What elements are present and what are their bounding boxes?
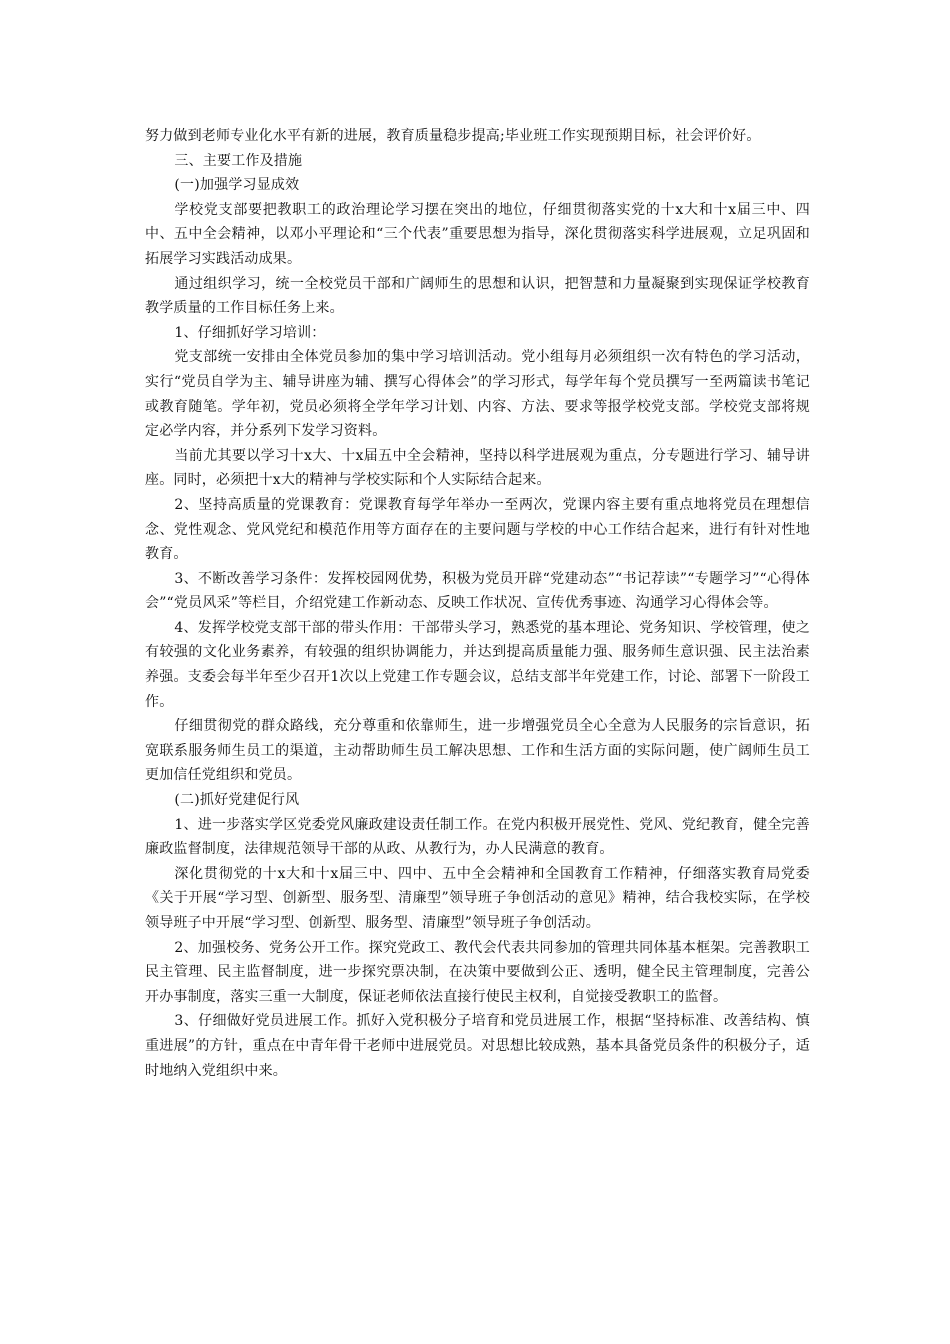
paragraph-14: 1、进一步落实学区党委党风廉政建设责任制工作。在党内积极开展党性、党风、党纪教育，健全完善廉政监督制度，法律规范领导干部的从政、从教行为，办人民满意的教育。	[145, 816, 810, 858]
paragraph-1: 努力做到老师专业化水平有新的进展，教育质量稳步提高;毕业班工作实现预期目标，社会评价好。	[145, 128, 761, 144]
paragraph-4: 学校党支部要把教职工的政治理论学习摆在突出的地位，仔细贯彻落实党的十x大和十x届三中、四中、五中全会精神，以邓小平理论和“三个代表”重要思想为指导，深化贯彻落实科学进展观，立足巩固和拓展学习实践活动成果。	[145, 201, 810, 267]
paragraph-16: 2、加强校务、党务公开工作。探究党政工、教代会代表共同参加的管理共同体基本框架。完善教职工民主管理、民主监督制度，进一步探究票决制，在决策中要做到公正、透明，健全民主管理制度，完善公开办事制度，落实三重一大制度，保证老师依法直接行使民主权利，自觉接受教职工的监督。	[145, 939, 810, 1005]
item-heading-training: 1、仔细抓好学习培训：	[174, 324, 326, 341]
paragraph-10: 3、不断改善学习条件：发挥校园网优势，积极为党员开辟“党建动态”“书记荐读”“专题学习”“心得体会”“党员风采”等栏目，介绍党建工作新动态、反映工作状况、宣传优秀事迹、沟通学习心得体会等。	[145, 570, 810, 612]
document-body	[145, 124, 810, 1083]
subsection-heading-party-building: (二)抓好党建促行风	[174, 792, 300, 809]
subsection-heading-study: (一)加强学习显成效	[174, 177, 300, 194]
paragraph-7: 党支部统一安排由全体党员参加的集中学习培训活动。党小组每月必须组织一次有特色的学习活动，实行“党员自学为主、辅导讲座为辅、撰写心得体会”的学习形式，每学年每个党员撰写一至两篇读书笔记或教育随笔。学年初，党员必须将全学年学习计划、内容、方法、要求等报学校党支部。学校党支部将规定必学内容，并分系列下发学习资料。	[145, 349, 810, 440]
section-heading-main-work: 三、主要工作及措施	[174, 152, 303, 169]
paragraph-5: 通过组织学习，统一全校党员干部和广阔师生的思想和认识，把智慧和力量凝聚到实现保证学校教育教学质量的工作目标任务上来。	[145, 275, 810, 317]
paragraph-11: 4、发挥学校党支部干部的带头作用：干部带头学习，熟悉党的基本理论、党务知识、学校管理，使之有较强的文化业务素养，有较强的组织协调能力，并达到提高质量能力强、服务师生意识强、民主法治素养强。支委会每半年至少召开1次以上党建工作专题会议，总结支部半年党建工作，讨论、部署下一阶段工作。	[145, 619, 810, 710]
paragraph-17: 3、仔细做好党员进展工作。抓好入党积极分子培育和党员进展工作，根据“坚持标准、改善结构、慎重进展”的方针，重点在中青年骨干老师中进展党员。对思想比较成熟，基本具备党员条件的积极分子，适时地纳入党组织中来。	[145, 1013, 810, 1079]
paragraph-15: 深化贯彻党的十x大和十x届三中、四中、五中全会精神和全国教育工作精神，仔细落实教育局党委《关于开展“学习型、创新型、服务型、清廉型”领导班子争创活动的意见》精神，结合我校实际，在学校领导班子中开展“学习型、创新型、服务型、清廉型”领导班子争创活动。	[145, 865, 810, 931]
paragraph-9: 2、坚持高质量的党课教育：党课教育每学年举办一至两次，党课内容主要有重点地将党员在理想信念、党性观念、党风党纪和模范作用等方面存在的主要问题与学校的中心工作结合起来，进行有针对性地教育。	[145, 496, 810, 563]
paragraph-8: 当前尤其要以学习十x大、十x届五中全会精神，坚持以科学进展观为重点，分专题进行学习、辅导讲座。同时，必须把十x大的精神与学校实际和个人实际结合起来。	[145, 447, 810, 489]
paragraph-12: 仔细贯彻党的群众路线，充分尊重和依靠师生，进一步增强党员全心全意为人民服务的宗旨意识，拓宽联系服务师生员工的渠道，主动帮助师生员工解决思想、工作和生活方面的实际问题，使广阔师生员工更加信任党组织和党员。	[145, 718, 810, 784]
